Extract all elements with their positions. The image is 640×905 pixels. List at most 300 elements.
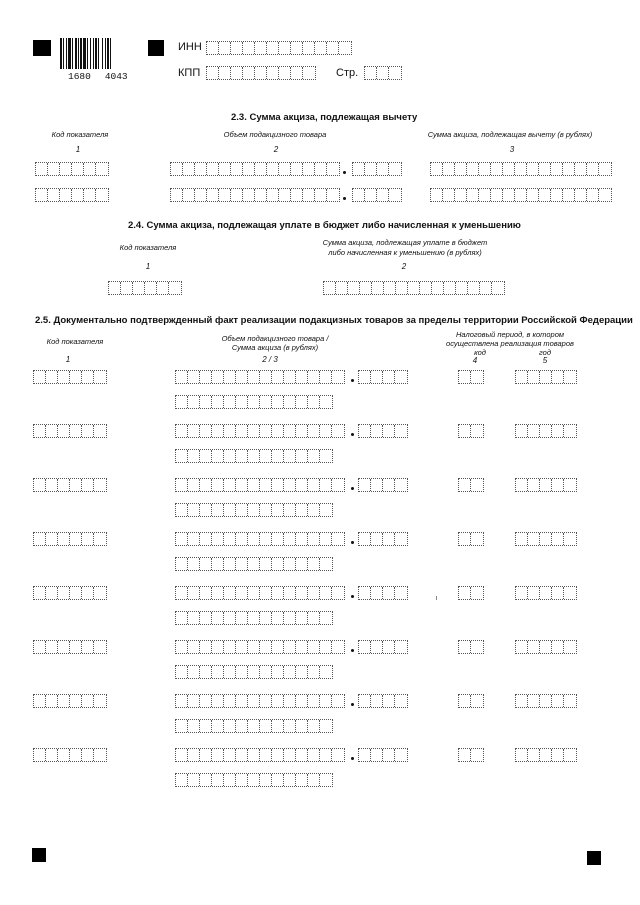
input-cell [58,371,70,383]
input-cell [303,67,315,79]
barcode-digits [68,71,128,82]
s25-row6-volume-int[interactable] [175,640,345,654]
input-cell [327,189,339,201]
input-cell [528,425,540,437]
s25-row8-code[interactable] [33,748,107,762]
input-cell [383,371,395,383]
barcode-bar [98,38,99,69]
input-cell [188,695,200,707]
barcode [60,38,138,74]
input-cell [260,695,272,707]
input-cell [200,504,212,516]
corner-marker-bottom-left [32,848,46,862]
input-cell [359,587,371,599]
input-cell [176,587,188,599]
input-cell [459,479,471,491]
input-cell [359,641,371,653]
input-cell [176,749,188,761]
input-cell [70,371,82,383]
input-cell [236,774,248,786]
input-cell [236,666,248,678]
s25-row7-decimal-point [351,703,354,706]
input-cell [176,450,188,462]
s25-row1-period-code[interactable] [458,370,484,384]
input-cell [82,641,94,653]
input-cell [389,67,401,79]
input-cell [224,558,236,570]
input-cell [224,612,236,624]
s25-row4-period-year[interactable] [515,532,577,546]
inn-field[interactable] [206,41,352,55]
input-cell [284,587,296,599]
input-cell [200,587,212,599]
input-cell [58,479,70,491]
input-cell [267,67,279,79]
input-cell [183,163,195,175]
input-cell [320,612,332,624]
input-cell [94,695,106,707]
s25-row3-period-code[interactable] [458,478,484,492]
input-cell [207,67,219,79]
input-cell [284,558,296,570]
input-cell [296,504,308,516]
input-cell [459,641,471,653]
input-cell [46,479,58,491]
input-cell [308,371,320,383]
input-cell [444,282,456,294]
input-cell [231,67,243,79]
input-cell [176,695,188,707]
s23-row1-volume-frac[interactable] [352,162,402,176]
input-cell [308,396,320,408]
s25-row5-volume-int[interactable] [175,586,345,600]
input-cell [82,695,94,707]
input-cell [564,641,576,653]
input-cell [471,479,483,491]
page-label: Стр. [336,67,359,79]
input-cell [291,163,303,175]
input-cell [207,163,219,175]
s25-row6-amount[interactable] [175,665,333,679]
s25-row1-volume-frac[interactable] [358,370,408,384]
s25-row8-volume-int[interactable] [175,748,345,762]
s23-row2-amount[interactable] [430,188,612,202]
input-cell [212,450,224,462]
input-cell [212,371,224,383]
input-cell [96,163,108,175]
input-cell [291,189,303,201]
input-cell [219,189,231,201]
input-cell [471,533,483,545]
input-cell [515,189,527,201]
input-cell [248,720,260,732]
input-cell [70,533,82,545]
input-cell [395,749,407,761]
input-cell [395,425,407,437]
input-cell [332,425,344,437]
input-cell [395,695,407,707]
input-cell [408,282,420,294]
input-cell [248,695,260,707]
input-cell [243,163,255,175]
input-cell [296,695,308,707]
s25-row3-amount[interactable] [175,503,333,517]
input-cell [58,641,70,653]
kpp-label: КПП [178,67,201,79]
input-cell [284,641,296,653]
input-cell [303,189,315,201]
input-cell [377,67,389,79]
input-cell [176,612,188,624]
s25-row2-volume-int[interactable] [175,424,345,438]
s25-row7-volume-int[interactable] [175,694,345,708]
input-cell [46,749,58,761]
input-cell [176,504,188,516]
input-cell [188,558,200,570]
input-cell [70,479,82,491]
input-cell [260,558,272,570]
input-cell [188,587,200,599]
s23-row2-volume-frac[interactable] [352,188,402,202]
input-cell [587,189,599,201]
input-cell [467,163,479,175]
input-cell [296,774,308,786]
input-cell [456,282,468,294]
s25-row5-period-code[interactable] [458,586,484,600]
input-cell [255,42,267,54]
input-cell [383,425,395,437]
s25-row7-code[interactable] [33,694,107,708]
input-cell [459,425,471,437]
input-cell [284,396,296,408]
input-cell [359,371,371,383]
input-cell [443,189,455,201]
s25-row3-volume-int[interactable] [175,478,345,492]
input-cell [243,189,255,201]
input-cell [284,695,296,707]
input-cell [384,282,396,294]
input-cell [459,695,471,707]
input-cell [94,425,106,437]
input-cell [272,749,284,761]
s25-row4-volume-int[interactable] [175,532,345,546]
input-cell [84,163,96,175]
s25-row7-volume-frac[interactable] [358,694,408,708]
input-cell [296,587,308,599]
input-cell [516,749,528,761]
input-cell [459,587,471,599]
s25-row5-code[interactable] [33,586,107,600]
input-cell [468,282,480,294]
input-cell [34,587,46,599]
input-cell [332,749,344,761]
input-cell [58,695,70,707]
input-cell [109,282,121,294]
s25-row6-decimal-point [351,649,354,652]
input-cell [284,749,296,761]
input-cell [395,479,407,491]
input-cell [528,533,540,545]
input-cell [332,533,344,545]
input-cell [491,163,503,175]
input-cell [320,587,332,599]
input-cell [320,774,332,786]
input-cell [212,612,224,624]
input-cell [528,479,540,491]
input-cell [248,504,260,516]
page-number-field[interactable] [364,66,402,80]
s25-row5-amount[interactable] [175,611,333,625]
barcode-right-digits: 4043 [104,71,128,82]
input-cell [212,504,224,516]
input-cell [267,189,279,201]
input-cell [224,720,236,732]
input-cell [212,533,224,545]
input-cell [371,749,383,761]
input-cell [296,558,308,570]
input-cell [360,282,372,294]
barcode-bar [83,38,86,69]
input-cell [260,612,272,624]
input-cell [236,371,248,383]
input-cell [236,695,248,707]
barcode-bar [107,38,109,69]
input-cell [528,641,540,653]
input-cell [540,479,552,491]
s25-row1-period-year[interactable] [515,370,577,384]
input-cell [395,371,407,383]
input-cell [188,749,200,761]
input-cell [48,189,60,201]
input-cell [248,612,260,624]
input-cell [528,749,540,761]
input-cell [284,666,296,678]
input-cell [200,425,212,437]
s25-row8-decimal-point [351,757,354,760]
input-cell [260,720,272,732]
input-cell [82,479,94,491]
input-cell [339,42,351,54]
input-cell [176,558,188,570]
s25-row4-amount[interactable] [175,557,333,571]
input-cell [236,720,248,732]
input-cell [539,189,551,201]
input-cell [303,163,315,175]
input-cell [248,479,260,491]
s23-row1-amount[interactable] [430,162,612,176]
input-cell [224,396,236,408]
s25-row2-amount[interactable] [175,449,333,463]
input-cell [236,504,248,516]
input-cell [212,641,224,653]
input-cell [528,695,540,707]
s25-row6-volume-frac[interactable] [358,640,408,654]
s25-row3-period-year[interactable] [515,478,577,492]
input-cell [516,479,528,491]
input-cell [84,189,96,201]
input-cell [320,558,332,570]
s25-row5-period-year[interactable] [515,586,577,600]
input-cell [372,282,384,294]
input-cell [540,533,552,545]
input-cell [332,641,344,653]
input-cell [200,450,212,462]
input-cell [365,189,377,201]
input-cell [200,371,212,383]
s25-row1-volume-int[interactable] [175,370,345,384]
s23-row1-decimal-point [343,171,346,174]
s25-row8-period-code[interactable] [458,748,484,762]
barcode-bar [68,38,71,69]
input-cell [320,720,332,732]
s25-row7-period-code[interactable] [458,694,484,708]
input-cell [272,558,284,570]
input-cell [383,587,395,599]
input-cell [383,749,395,761]
input-cell [188,450,200,462]
input-cell [176,533,188,545]
s25-row2-code[interactable] [33,424,107,438]
input-cell [58,425,70,437]
input-cell [46,371,58,383]
barcode-bar [66,38,67,69]
input-cell [383,641,395,653]
input-cell [200,558,212,570]
s25-col-period-header-line1: Налоговый период, в котором [455,330,565,339]
input-cell [395,641,407,653]
input-cell [224,504,236,516]
input-cell [236,558,248,570]
barcode-bar [80,38,82,69]
input-cell [70,749,82,761]
input-cell [207,42,219,54]
input-cell [260,504,272,516]
input-cell [516,425,528,437]
input-cell [284,371,296,383]
input-cell [552,533,564,545]
input-cell [383,533,395,545]
input-cell [272,641,284,653]
input-cell [236,641,248,653]
input-cell [575,163,587,175]
input-cell [552,749,564,761]
barcode-bar [78,38,79,69]
input-cell [320,666,332,678]
s25-row1-code[interactable] [33,370,107,384]
input-cell [58,749,70,761]
input-cell [46,533,58,545]
input-cell [94,371,106,383]
s25-row8-period-year[interactable] [515,748,577,762]
input-cell [188,774,200,786]
input-cell [248,396,260,408]
input-cell [224,666,236,678]
input-cell [176,425,188,437]
input-cell [121,282,133,294]
input-cell [389,163,401,175]
s25-row4-code[interactable] [33,532,107,546]
input-cell [296,720,308,732]
s25-row2-period-year[interactable] [515,424,577,438]
input-cell [200,396,212,408]
input-cell [260,749,272,761]
input-cell [284,504,296,516]
input-cell [72,189,84,201]
input-cell [195,189,207,201]
input-cell [82,533,94,545]
input-cell [212,587,224,599]
s25-row8-volume-frac[interactable] [358,748,408,762]
input-cell [176,371,188,383]
input-cell [348,282,360,294]
input-cell [255,67,267,79]
input-cell [353,163,365,175]
input-cell [308,720,320,732]
s24-code[interactable] [108,281,182,295]
s25-row7-period-year[interactable] [515,694,577,708]
input-cell [34,479,46,491]
s25-row5-volume-frac[interactable] [358,586,408,600]
input-cell [516,587,528,599]
input-cell [308,558,320,570]
s25-row3-volume-frac[interactable] [358,478,408,492]
input-cell [248,749,260,761]
input-cell [272,774,284,786]
input-cell [455,163,467,175]
input-cell [315,189,327,201]
input-cell [231,189,243,201]
s25-row1-amount[interactable] [175,395,333,409]
s23-row1-code[interactable] [35,162,109,176]
s23-row2-code[interactable] [35,188,109,202]
input-cell [336,282,348,294]
input-cell [224,749,236,761]
input-cell [212,558,224,570]
input-cell [183,189,195,201]
barcode-bar [102,38,103,69]
input-cell [383,479,395,491]
barcode-bar [87,38,88,69]
input-cell [515,163,527,175]
s25-row6-period-code[interactable] [458,640,484,654]
corner-marker-bottom-right [587,851,601,865]
input-cell [455,189,467,201]
input-cell [236,533,248,545]
input-cell [176,720,188,732]
s23-row1-volume-int[interactable] [170,162,340,176]
s25-row2-period-code[interactable] [458,424,484,438]
s25-row6-code[interactable] [33,640,107,654]
input-cell [212,720,224,732]
s23-row2-volume-int[interactable] [170,188,340,202]
s25-row4-period-code[interactable] [458,532,484,546]
s25-row3-code[interactable] [33,478,107,492]
s25-row2-volume-frac[interactable] [358,424,408,438]
s24-amount[interactable] [323,281,505,295]
input-cell [540,695,552,707]
s25-row6-period-year[interactable] [515,640,577,654]
s25-row7-amount[interactable] [175,719,333,733]
input-cell [248,641,260,653]
s25-row8-amount[interactable] [175,773,333,787]
input-cell [236,587,248,599]
kpp-field[interactable] [206,66,316,80]
s25-row4-volume-frac[interactable] [358,532,408,546]
input-cell [320,695,332,707]
input-cell [471,425,483,437]
s24-col-amount-header-line1: Сумма акциза, подлежащая уплате в бюджет [322,238,488,247]
input-cell [272,479,284,491]
